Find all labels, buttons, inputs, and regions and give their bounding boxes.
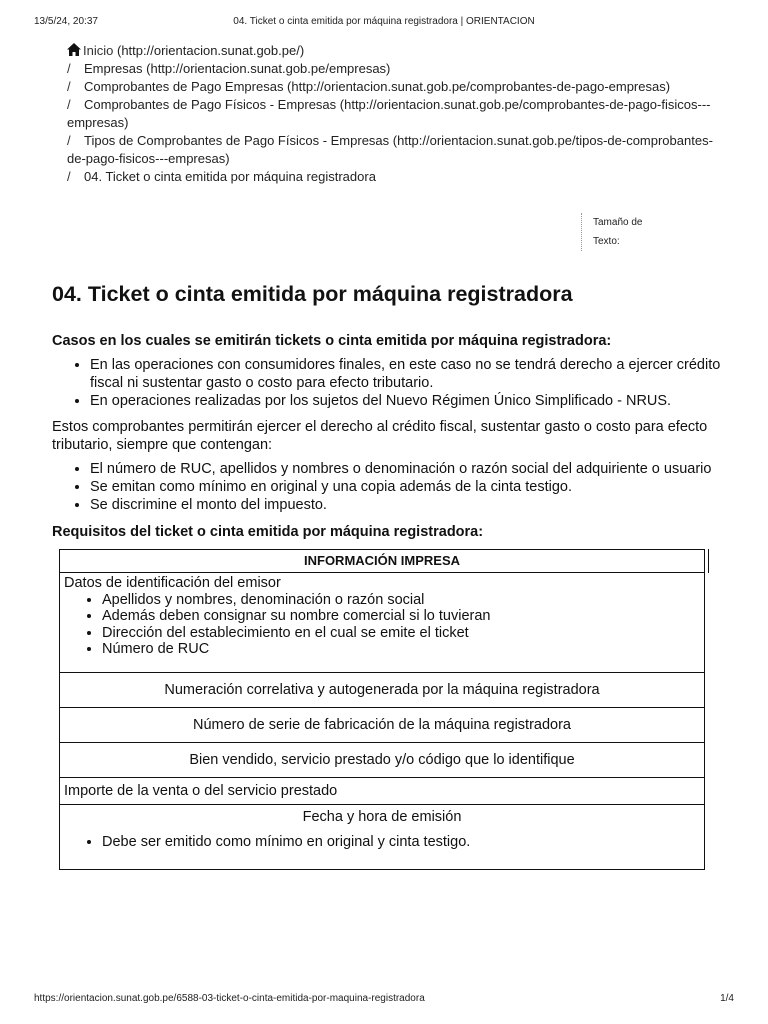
table-header-row	[60, 550, 705, 573]
cases-heading: Casos en los cuales se emitirán tickets o cinta emitida por máquina registradora:	[52, 333, 612, 349]
list-item: • En operaciones realizadas por los sujetos del Nuevo Régimen Único Simplificado - NRUS.	[90, 392, 722, 410]
issuer-list	[64, 592, 700, 658]
requirements-table	[59, 549, 705, 870]
list-item: • Dirección del establecimiento en el cual se emite el ticket	[102, 625, 700, 642]
table-row	[60, 673, 705, 708]
text-size-label-line1: Tamaño de	[593, 217, 643, 228]
conditions-intro: Estos comprobantes permitirán ejercer el derecho al crédito fiscal, sustentar gasto o costo para efecto tributario, siempre que contengan:	[52, 419, 708, 453]
table-row	[60, 708, 705, 743]
breadcrumb-home-url: (http://orientacion.sunat.gob.pe/)	[116, 43, 305, 58]
issuer-title: Datos de identificación del emisor	[64, 575, 281, 591]
main-content	[52, 332, 722, 870]
date-cell	[60, 805, 705, 870]
home-icon	[67, 43, 81, 56]
table-row	[60, 778, 705, 805]
list-item: • En las operaciones con consumidores finales, en este caso no se tendrá derecho a ejercer crédito fiscal ni sustentar gasto o costo para efecto tributario.	[90, 356, 722, 392]
table-row	[60, 573, 705, 673]
breadcrumb-separator: /	[67, 133, 71, 148]
breadcrumb-separator: /	[67, 169, 71, 184]
issuer-cell	[60, 573, 705, 673]
serial-cell: Número de serie de fabricación de la máquina registradora	[60, 708, 705, 743]
print-date: 13/5/24, 20:37	[34, 16, 98, 27]
print-page-title: 04. Ticket o cinta emitida por máquina registradora | ORIENTACION	[233, 16, 535, 27]
list-item: • Debe ser emitido como mínimo en original y cinta testigo.	[102, 834, 700, 851]
goods-cell: Bien vendido, servicio prestado y/o código que lo identifique	[60, 743, 705, 778]
amount-cell: Importe de la venta o del servicio prestado	[60, 778, 705, 805]
breadcrumb	[67, 42, 727, 186]
numbering-cell: Numeración correlativa y autogenerada por la máquina registradora	[60, 673, 705, 708]
breadcrumb-home-label[interactable]: Inicio	[83, 43, 114, 58]
list-item: • Número de RUC	[102, 641, 700, 658]
print-page-number: 1/4	[720, 993, 734, 1004]
page-title: 04. Ticket o cinta emitida por máquina registradora	[52, 282, 573, 306]
print-header	[34, 16, 734, 30]
conditions-list	[52, 460, 722, 514]
breadcrumb-item-comprobantes-empresas[interactable]: / Comprobantes de Pago Empresas (http://orientacion.sunat.gob.pe/comprobantes-de-pago-empresas)	[67, 79, 671, 94]
date-title: Fecha y hora de emisión	[302, 809, 462, 825]
cases-list	[52, 356, 722, 410]
breadcrumb-item-empresas[interactable]: / Empresas (http://orientacion.sunat.gob.pe/empresas)	[67, 61, 391, 76]
list-item: • Se discrimine el monto del impuesto.	[90, 496, 722, 514]
table-header: INFORMACIÓN IMPRESA	[60, 550, 705, 573]
list-item: • Se emitan como mínimo en original y una copia además de la cinta testigo.	[90, 478, 722, 496]
print-url: https://orientacion.sunat.gob.pe/6588-03-ticket-o-cinta-emitida-por-maquina-registradora	[34, 993, 425, 1004]
text-size-control[interactable]	[581, 213, 642, 251]
print-footer	[34, 993, 734, 1007]
breadcrumb-separator: /	[67, 97, 71, 112]
requirements-heading: Requisitos del ticket o cinta emitida por máquina registradora:	[52, 524, 484, 540]
breadcrumb-separator: /	[67, 61, 71, 76]
breadcrumb-home[interactable]	[67, 42, 727, 60]
breadcrumb-item-current: / 04. Ticket o cinta emitida por máquina registradora	[67, 169, 376, 184]
breadcrumb-item-tipos-comprobantes[interactable]: / Tipos de Comprobantes de Pago Físicos - Empresas (http://orientacion.sunat.gob.pe/tipos-de-comprobantes-de-pago-fisicos---empresas)	[67, 133, 713, 166]
date-list	[64, 834, 700, 851]
list-item: • El número de RUC, apellidos y nombres o denominación o razón social del adquiriente o usuario	[90, 460, 722, 478]
table-row	[60, 743, 705, 778]
breadcrumb-separator: /	[67, 79, 71, 94]
breadcrumb-item-comprobantes-fisicos[interactable]: / Comprobantes de Pago Físicos - Empresas (http://orientacion.sunat.gob.pe/comprobantes-de-pago-fisicos---empresas)	[67, 97, 711, 130]
list-item: • Además deben consignar su nombre comercial si lo tuvieran	[102, 608, 700, 625]
table-row	[60, 805, 705, 870]
list-item: • Apellidos y nombres, denominación o razón social	[102, 592, 700, 609]
text-size-label-line2: Texto:	[593, 236, 620, 247]
